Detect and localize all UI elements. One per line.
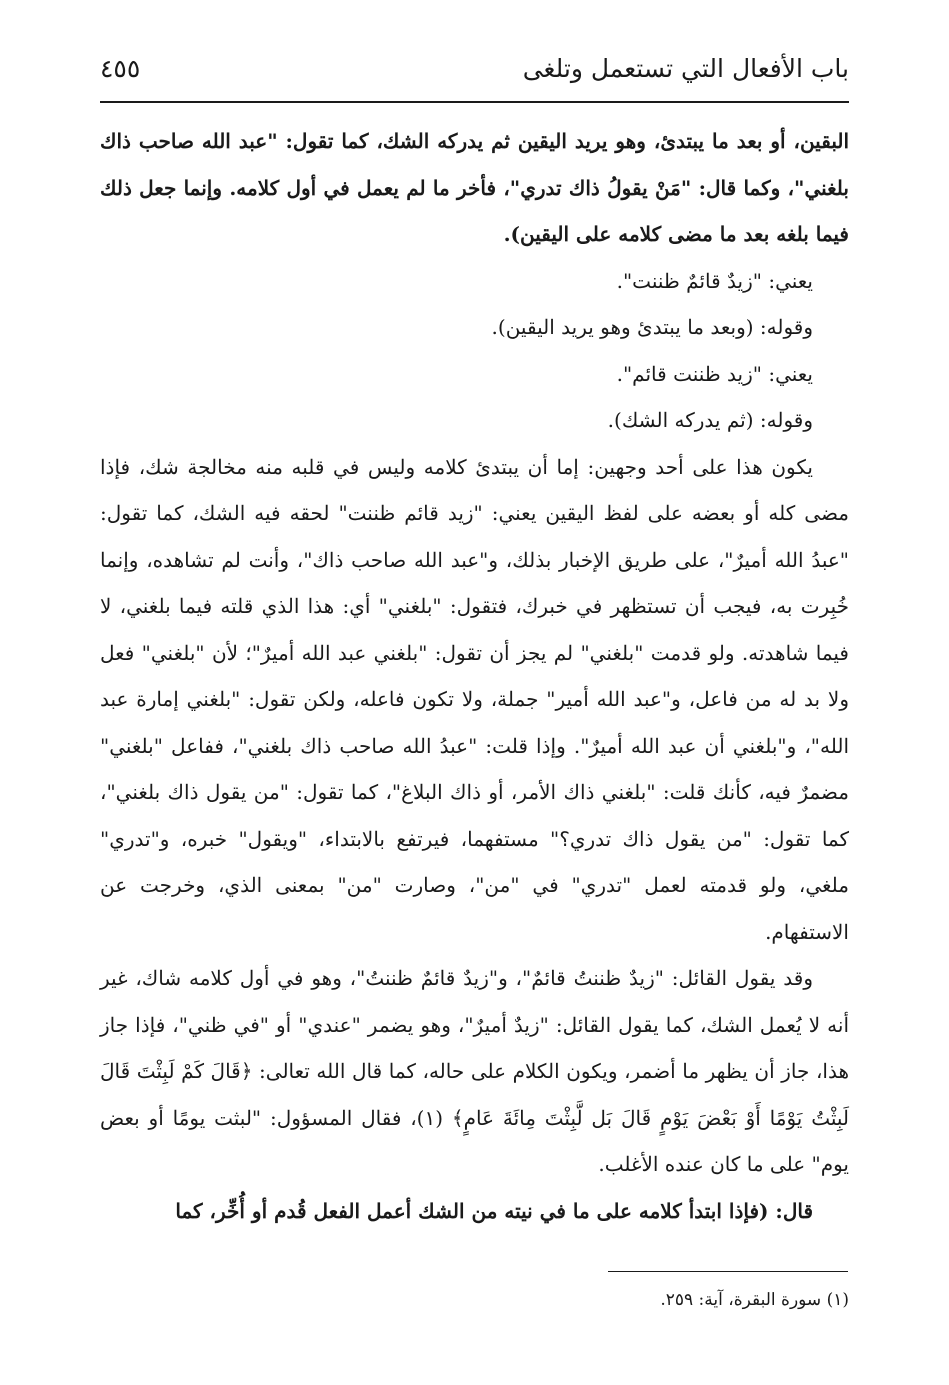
paragraph: يكون هذا على أحد وجهين: إما أن يبتدئ كلامه وليس في قلبه منه مخالجة شك، فإذا مضى كله أو بعضه على لفظ اليقين يعني: "زيد قائم ظننت" لحقه فيه الشك، كما تقول: "عبدُ الله أميرٌ"، على طريق الإخبار بذلك، و"عبد الله صاحب ذاك"، وأنت لم تشاهده، وإنما خُبِرت به، فيجب أن تستظهر في خبرك، فتقول: "بلغني" أي: هذا الذي قلته فيما بلغني، لا فيما شاهدته. ولو قدمت "بلغني" لم يجز أن تقول: "بلغني عبد الله أميرٌ"؛ لأن "بلغني" فعل ولا بد له من فاعل، و"عبد الله أمير" جملة، ولا تكون فاعله، ولكن تقول: "بلغني إمارة عبد الله"، و"بلغني أن عبد الله أميرٌ". وإذا قلت: "عبدُ الله صاحب ذاك بلغني"، ففاعل "بلغني" مضمرٌ فيه، كأنك قلت: "بلغني ذاك الأمر، أو ذاك البلاغ"، كما تقول: "من يقول ذاك بلغني"، كما تقول: "من يقول ذاك تدري؟" مستفهما، فيرتفع بالابتداء، "ويقول" خبره، و"تدري" ملغي، ولو قدمته لعمل "تدري" في "من"، وصارت "من" بمعنى الذي، وخرجت عن الاستفهام. — [100, 454, 849, 944]
page-number: ٤٥٥ — [100, 54, 141, 83]
running-title: باب الأفعال التي تستعمل وتلغى — [522, 54, 849, 83]
footnote: (١) سورة البقرة، آية: ٢٥٩. — [660, 1290, 849, 1310]
paragraph: وقد يقول القائل: "زيدٌ ظننتُ قائمٌ"، و"زيدٌ قائمٌ ظننتُ"، وهو في أول كلامه شاك، غير أنه لا يُعمل الشك، كما يقول القائل: "زيدٌ أميرٌ"، وهو يضمر "عندي" أو "في ظني"، فإذا جاز هذا، جاز أن يظهر ما أضمر، ويكون الكلام على حاله، كما قال الله تعالى: ﴿قَالَ كَمْ لَبِثْتَ قَالَ لَبِثْتُ يَوْمًا أَوْ بَعْضَ يَوْمٍ قَالَ بَل لَّبِثْتَ مِائَةَ عَامٍ﴾ (١)، فقال المسؤول: "لبثت يومًا أو بعض يوم" على ما كان عنده الأغلب. — [100, 966, 849, 1176]
paragraph: البقين، أو بعد ما يبتدئ، وهو يريد اليقين ثم يدركه الشك، كما تقول: "عبد الله صاحب ذاك بلغني"، وكما قال: "مَنْ يقولُ ذاك تدري"، فأخر ما لم يعمل في أول كلامه. وإنما جعل ذلك فيما بلغه بعد ما مضى كلامه على اليقين). — [100, 129, 849, 246]
paragraph: وقوله: (ثم يدركه الشك). — [607, 408, 813, 432]
header-rule — [100, 101, 849, 103]
page-header — [100, 48, 849, 100]
paragraph: قال: (فإذا ابتدأ كلامه على ما في نيته من الشك أعمل الفعل قُدم أو أُخِّر، كما — [175, 1198, 813, 1223]
paragraph: وقوله: (وبعد ما يبتدئ وهو يريد اليقين). — [491, 315, 813, 339]
footnote-rule — [608, 1271, 848, 1272]
paragraph: يعني: "زيد ظننت قائم". — [616, 361, 813, 386]
paragraph: يعني: "زيدٌ قائمٌ ظننت". — [616, 268, 813, 293]
body-text — [100, 118, 849, 1234]
